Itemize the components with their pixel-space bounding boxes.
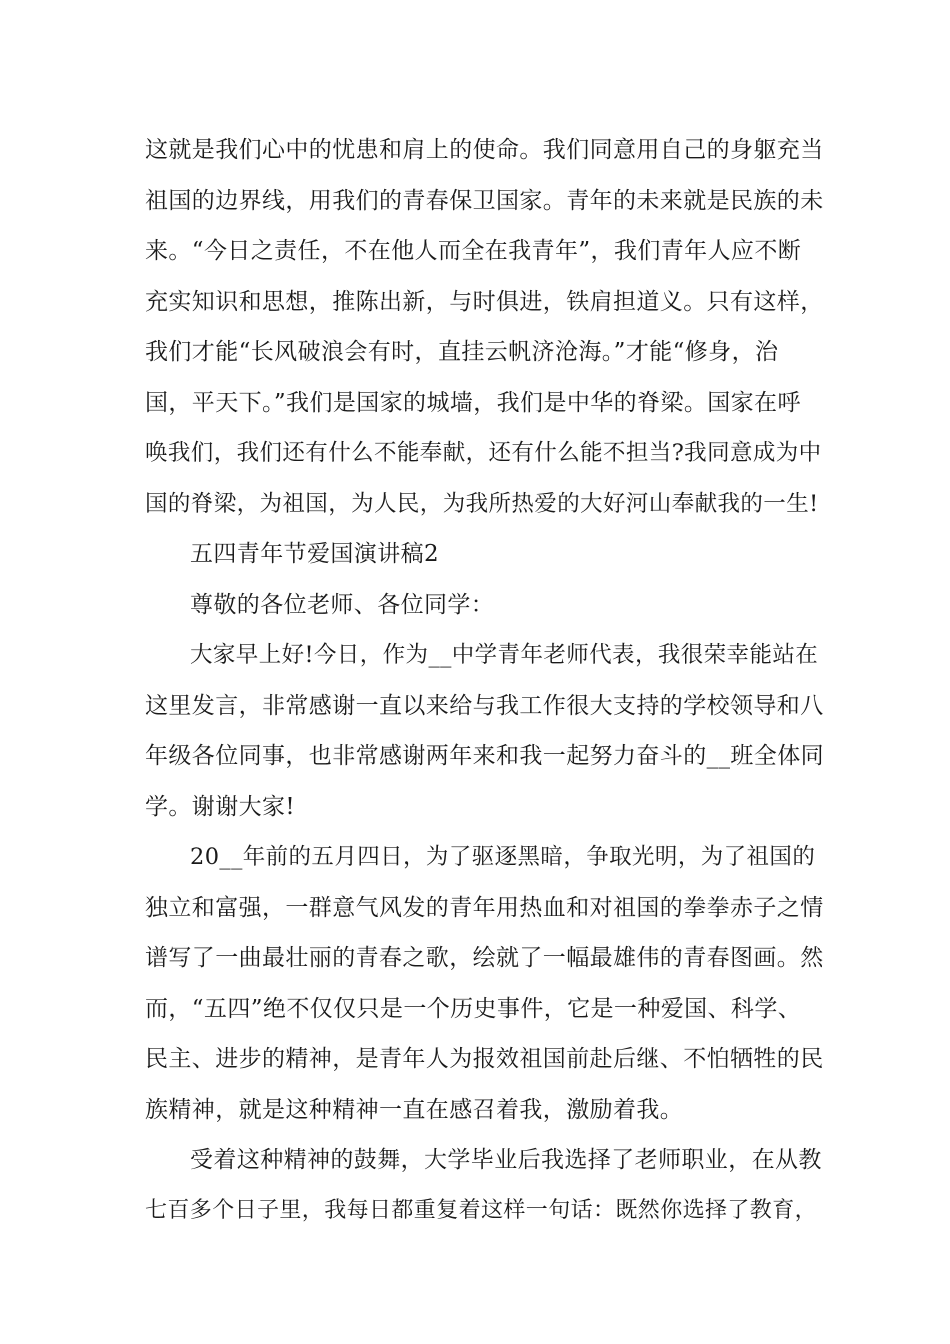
salutation: 尊敬的各位老师、各位同学： [190, 591, 495, 618]
text-line: 而，“五四”绝不仅仅只是一个历史事件，它是一种爱国、科学、 [145, 995, 802, 1022]
text-line: 独立和富强，一群意气风发的青年用热血和对祖国的拳拳赤子之情 [145, 894, 824, 921]
text-line: 充实知识和思想，推陈出新，与时俱进，铁肩担道义。只有这样， [145, 288, 824, 315]
document-body [145, 125, 824, 1236]
text-line: 20__年前的五月四日，为了驱逐黑暗，争取光明，为了祖国的 [190, 844, 816, 870]
text-line: 民主、进步的精神，是青年人为报效祖国前赴后继、不怕牺牲的民 [145, 1046, 824, 1072]
text-line: 受着这种精神的鼓舞，大学毕业后我选择了老师职业，在从教 [190, 1147, 822, 1173]
text-line: 族精神，就是这种精神一直在感召着我，激励着我。 [145, 1096, 684, 1123]
text-line: 来。“今日之责任，不在他人而全在我青年”，我们青年人应不断 [145, 238, 802, 264]
text-line: 国，平天下。”我们是国家的城墙，我们是中华的脊梁。国家在呼 [145, 389, 801, 416]
text-line: 学。谢谢大家! [145, 793, 296, 820]
section-heading: 五四青年节爱国演讲稿2 [190, 541, 440, 567]
text-line: 唤我们，我们还有什么不能奉献，还有什么能不担当?我同意成为中 [145, 440, 822, 466]
text-line: 我们才能“长风破浪会有时，直挂云帆济沧海。”才能“修身，治 [145, 339, 779, 365]
text-line: 年级各位同事，也非常感谢两年来和我一起努力奋斗的__班全体同 [145, 743, 824, 769]
text-line: 国的脊梁，为祖国，为人民，为我所热爱的大好河山奉献我的一生! [145, 490, 819, 517]
text-line: 谱写了一曲最壮丽的青春之歌，绘就了一幅最雄伟的青春图画。然 [145, 945, 824, 971]
text-line: 七百多个日子里，我每日都重复着这样一句话：既然你选择了教育， [145, 1197, 818, 1223]
text-line: 这里发言，非常感谢一直以来给与我工作很大支持的学校领导和八 [145, 692, 824, 719]
text-line: 这就是我们心中的忧患和肩上的使命。我们同意用自己的身躯充当 [145, 137, 824, 163]
text-line: 祖国的边界线，用我们的青春保卫国家。青年的未来就是民族的未 [145, 187, 824, 214]
text-line: 大家早上好!今日，作为__中学青年老师代表，我很荣幸能站在 [190, 642, 819, 668]
